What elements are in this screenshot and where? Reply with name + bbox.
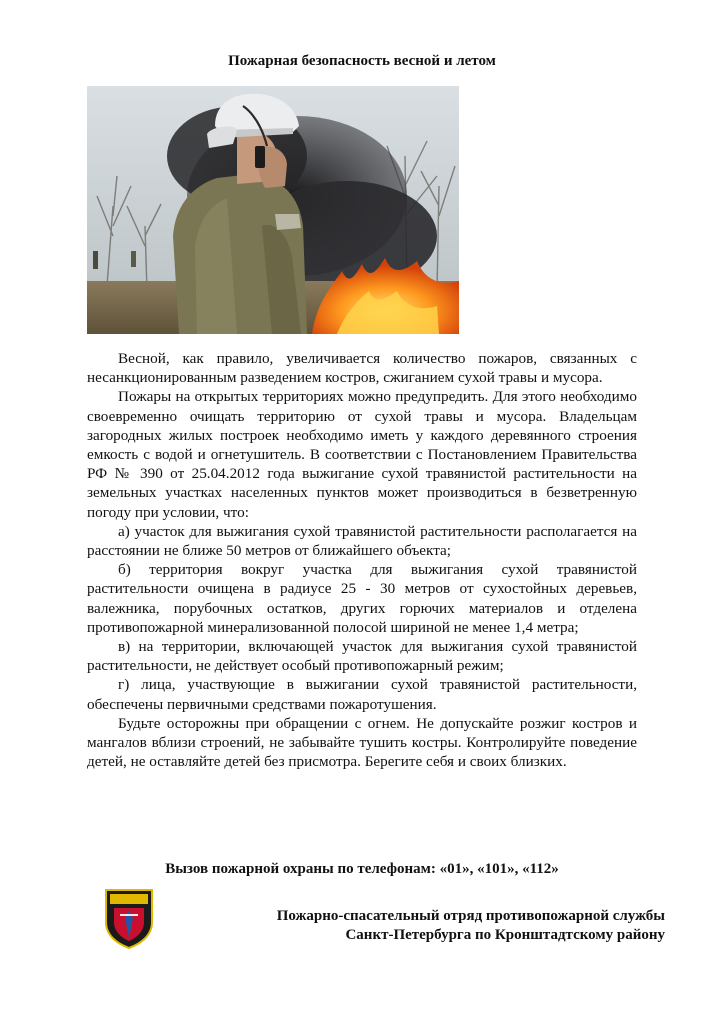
- paragraph-condition-c: в) на территории, включающей участок для выжигания сухой травянистой растительности, не действует особый противопожарный режим;: [87, 638, 637, 675]
- paragraph-condition-d: г) лица, участвующие в выжигании сухой травянистой растительности, обеспечены первичными средствами пожаротушения.: [87, 676, 637, 713]
- organization-line-2: Санкт-Петербурга по Кронштадтскому району: [345, 927, 665, 943]
- paragraph-condition-a: а) участок для выжигания сухой травянистой растительности располагается на расстоянии не ближе 50 метров от ближайшего объекта;: [87, 522, 637, 560]
- organization-signature: [277, 907, 665, 945]
- document-title: Пожарная безопасность весной и летом: [228, 53, 496, 69]
- paragraph-warning: Будьте осторожны при обращении с огнем. Не допускайте розжиг костров и мангалов вблизи строений, не забывайте тушить костры. Контролируйте поведение детей, не оставляйте детей без присмотра. Берегите себя и своих близких.: [87, 714, 637, 771]
- fire-service-shield-emblem: [104, 888, 154, 950]
- organization-line-1: Пожарно-спасательный отряд противопожарной службы: [276, 908, 665, 924]
- paragraph-prevention: Пожары на открытых территориях можно предупредить. Для этого необходимо своевременно очищать территорию от сухой травы и мусора. Владельцам загородных жилых построек необходимо иметь у каждого деревянного строения емкость с водой и огнетушитель. В соответствии с Постановлением Правительства РФ № 390 от 25.04.2012 года выжигание сухой травянистой растительности на земельных участках населенных пунктов может производиться в безветренную погоду при условии, что:: [87, 388, 637, 521]
- emergency-phones: Вызов пожарной охраны по телефонам: «01», «101», «112»: [165, 861, 559, 877]
- paragraph-condition-b: б) территория вокруг участка для выжигания сухой травянистой растительности очищена в радиусе 25 - 30 метров от сухостойных деревьев, валежника, порубочных остатков, других горючих материалов и отделена противопожарной минерализованной полосой шириной не менее 1,4 метра;: [87, 561, 637, 636]
- document-body: [87, 349, 637, 771]
- firefighter-photo: [87, 86, 459, 334]
- paragraph-intro: Весной, как правило, увеличивается количество пожаров, связанных с несанкционированным разведением костров, сжиганием сухой травы и мусора.: [87, 350, 637, 387]
